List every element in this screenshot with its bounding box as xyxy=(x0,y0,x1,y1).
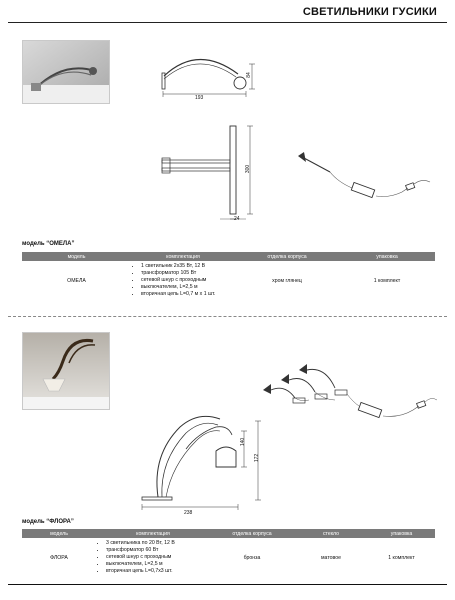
omela-model-label: модель “ОМЕЛА” xyxy=(22,241,75,247)
omela-dim-length: 300 xyxy=(245,164,252,174)
col-model: модель xyxy=(22,252,131,261)
list-item: • сетевой шнур с проходным xyxy=(106,554,207,561)
flora-finish-cell: бронза xyxy=(243,554,261,561)
flora-photo xyxy=(22,332,110,410)
list-item: • 1 светильник 2x35 Вт, 12 В xyxy=(141,263,232,270)
omela-photo xyxy=(22,40,110,104)
col-model: модель xyxy=(22,529,96,538)
list-item: • вторичная цепь L=0,7 м x 1 шт. xyxy=(141,291,232,298)
list-item: • сетевой шнур с проходным xyxy=(141,277,232,284)
header-rule xyxy=(8,22,447,23)
omela-package-cell: 1 комплект xyxy=(373,277,401,284)
table-header-row xyxy=(22,529,435,538)
col-finish: отделка корпуса xyxy=(210,529,294,538)
list-item: • выключателем, L=2,5 м xyxy=(141,284,232,291)
omela-dim-depth: 24 xyxy=(234,216,240,222)
omela-spec-table xyxy=(22,252,435,300)
omela-kit-cell xyxy=(131,261,235,300)
flora-dim-width: 238 xyxy=(184,510,193,516)
omela-arc-drawing xyxy=(158,50,258,105)
col-kit: комплектация xyxy=(131,252,235,261)
list-item: • вторичная цепь L=0,7x3 шт. xyxy=(106,568,207,575)
section-separator xyxy=(8,316,447,317)
list-item: • трансформатор 105 Вт xyxy=(141,270,232,277)
omela-dim-height: 84 xyxy=(245,72,252,78)
col-package: упаковка xyxy=(368,529,435,538)
flora-dim-inner-height: 140 xyxy=(240,437,247,447)
flora-glass-cell: матовое xyxy=(320,554,341,561)
omela-front-drawing xyxy=(160,122,270,222)
page-title: СВЕТИЛЬНИКИ ГУСИКИ xyxy=(302,6,437,18)
table-row xyxy=(22,261,435,300)
omela-system-drawing xyxy=(290,148,440,218)
col-glass: стекло xyxy=(294,529,368,538)
flora-model-cell: ФЛОРА xyxy=(50,554,68,561)
flora-package-cell: 1 комплект xyxy=(388,554,415,561)
bottom-rule xyxy=(8,584,447,585)
col-package: упаковка xyxy=(339,252,435,261)
omela-finish-cell: хром глянец xyxy=(272,277,302,284)
flora-kit-cell xyxy=(96,538,210,577)
table-header-row xyxy=(22,252,435,261)
omela-dim-width: 193 xyxy=(195,95,204,101)
list-item: • 3 светильника по 20 Вт, 12 В xyxy=(106,540,207,547)
flora-system-drawing xyxy=(255,362,440,437)
flora-dim-height: 172 xyxy=(254,453,261,463)
list-item: • выключателем, L=2,5 м xyxy=(106,561,207,568)
table-row xyxy=(22,538,435,577)
flora-spec-table xyxy=(22,529,435,577)
flora-model-label: модель “ФЛОРА” xyxy=(22,519,74,525)
col-kit: комплектация xyxy=(96,529,210,538)
omela-model-cell: ОМЕЛА xyxy=(67,277,86,284)
list-item: • трансформатор 60 Вт xyxy=(106,547,207,554)
col-finish: отделка корпуса xyxy=(235,252,339,261)
